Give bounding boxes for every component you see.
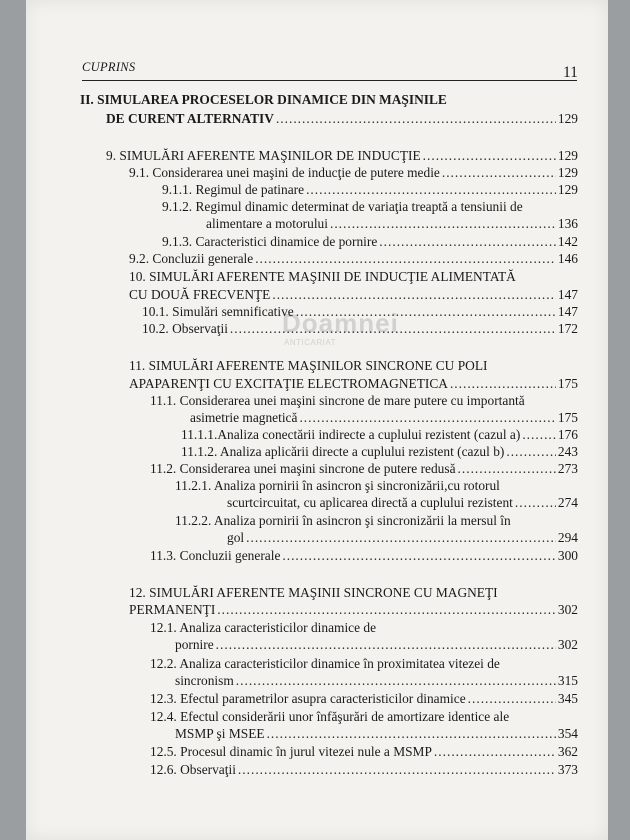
toc-entry: MSMP şi MSEE ..... 354 xyxy=(175,726,578,742)
toc-entry: 9.1.3. Caracteristici dinamice de pornire ..... 142 xyxy=(162,234,578,250)
toc-entry-line: 12.2. Analiza caracteristicilor dinamice în proximitatea vitezei de xyxy=(150,656,500,671)
toc-entry: 9.2. Concluzii generale ..... 146 xyxy=(129,251,578,267)
toc-entry: APAPARENŢI CU EXCITAŢIE ELECTROMAGNETICA ..... 175 xyxy=(129,376,578,392)
toc-entry: 12.6. Observaţii ..... 373 xyxy=(150,762,578,778)
toc-entry: alimentare a motorului ..... 136 xyxy=(206,216,578,232)
page-number: 11 xyxy=(563,64,578,81)
toc-entry: 11.3. Concluzii generale ..... 300 xyxy=(150,548,578,564)
toc-entry-line: 11.2.2. Analiza pornirii în asincron şi sincronizării la mersul în xyxy=(175,513,511,528)
toc-entry: 11.2. Considerarea unei maşini sincrone de putere redusă ..... 273 xyxy=(150,461,578,477)
toc-entry: 12.3. Efectul parametrilor asupra caracteristicilor dinamice ..... 345 xyxy=(150,691,578,707)
toc-entry-line: 12.4. Efectul considerării unor înfăşurări de amortizare identice ale xyxy=(150,709,510,724)
toc-entry-line: 11.2.1. Analiza pornirii în asincron şi sincronizării,cu rotorul xyxy=(175,478,500,493)
toc-entry: 10.2. Observaţii ..... 172 xyxy=(142,321,578,337)
toc-entry: DE CURENT ALTERNATIV ..... 129 xyxy=(106,111,578,127)
toc-entry-line: 12.1. Analiza caracteristicilor dinamice de xyxy=(150,620,377,635)
toc-entry-line: 10. SIMULĂRI AFERENTE MAŞINII DE INDUCŢIE ALIMENTATĂ xyxy=(129,269,516,284)
header-rule xyxy=(82,80,577,81)
running-header: CUPRINS xyxy=(82,60,136,74)
toc-entry: pornire ..... 302 xyxy=(175,637,578,653)
toc-entry-line: 9.1.2. Regimul dinamic determinat de variaţia treaptă a tensiunii de xyxy=(162,199,523,214)
toc-entry: asimetrie magnetică ..... 175 xyxy=(190,410,578,426)
toc-entry: gol ..... 294 xyxy=(227,530,578,546)
toc-entry: 12.5. Procesul dinamic în jurul vitezei nule a MSMP ..... 362 xyxy=(150,744,578,760)
toc-entry-line: 11.1. Considerarea unei maşini sincrone de mare putere cu importantă xyxy=(150,393,525,408)
toc-entry-line: 11. SIMULĂRI AFERENTE MAŞINILOR SINCRONE CU POLI xyxy=(129,358,488,373)
toc-entry: 10.1. Simulări semnificative ..... 147 xyxy=(142,304,578,320)
toc-entry-line: 12. SIMULĂRI AFERENTE MAŞINII SINCRONE CU MAGNEŢI xyxy=(129,585,498,600)
toc-entry: sincronism ..... 315 xyxy=(175,673,578,689)
watermark-logo: Doamnei ANTICARIAT xyxy=(282,308,399,347)
toc-entry: 11.1.2. Analiza aplicării directe a cuplului rezistent (cazul b) ..... 243 xyxy=(181,444,578,460)
toc-entry: 9.1.1. Regimul de patinare ..... 129 xyxy=(162,182,578,198)
toc-part-title: II. SIMULAREA PROCESELOR DINAMICE DIN MAŞINILE xyxy=(80,92,447,107)
toc-entry: CU DOUĂ FRECVENŢE ..... 147 xyxy=(129,287,578,303)
toc-entry: scurtcircuitat, cu aplicarea directă a cuplului rezistent ..... 274 xyxy=(227,495,578,511)
toc-entry: 11.1.1.Analiza conectării indirecte a cuplului rezistent (cazul a) ..... 176 xyxy=(181,427,578,443)
toc-entry: PERMANENŢI ..... 302 xyxy=(129,602,578,618)
book-page xyxy=(26,0,608,840)
toc-entry: 9. SIMULĂRI AFERENTE MAŞINILOR DE INDUCŢIE ..... 129 xyxy=(106,148,578,164)
toc-entry: 9.1. Considerarea unei maşini de inducţie de putere medie ..... 129 xyxy=(129,165,578,181)
